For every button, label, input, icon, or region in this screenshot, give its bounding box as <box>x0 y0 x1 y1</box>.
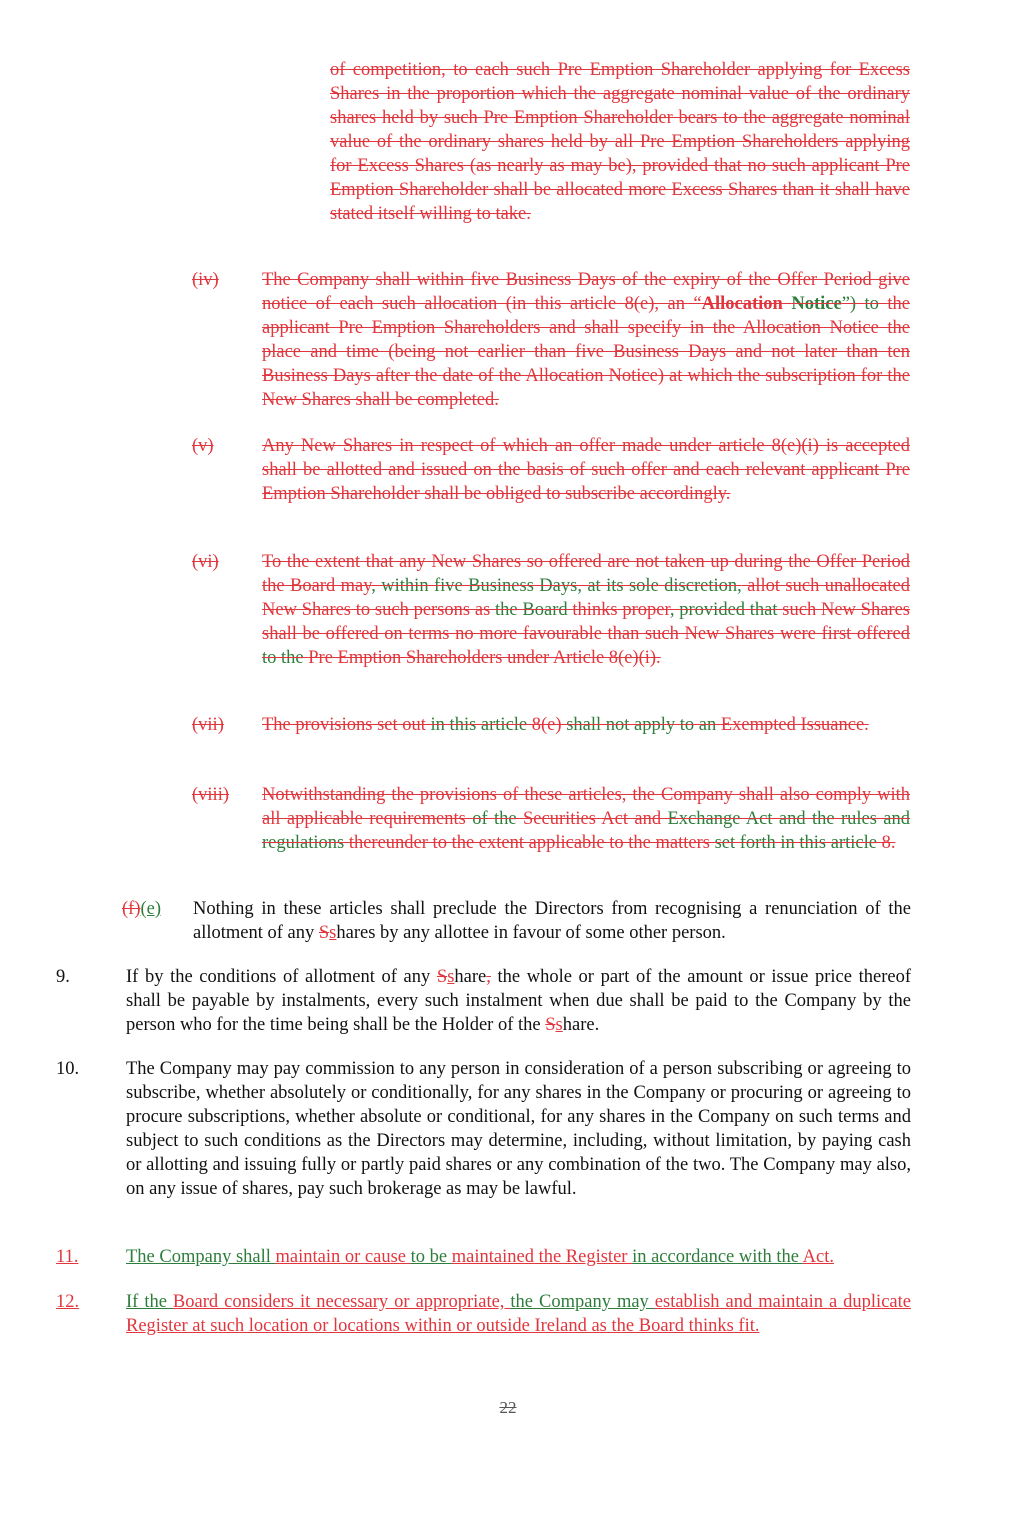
text-run-green: to the <box>262 648 309 668</box>
continuation-paragraph: of competition, to each such Pre Emption Shareholder applying for Excess Shares in the proportion which the aggregate nominal value of the ordinary shares held by such Pre Emption Shareholder bears to the aggregate nominal value of the ordinary shares held by all Pre Emption Shareholders applying for Excess Shares (as nearly as may be), provided that no such applicant Pre Emption Shareholder shall be allocated more Excess Shares than it shall have stated itself willing to take. <box>330 60 910 224</box>
text-run: the applicant Pre Emption Shareholders and shall specify in the Allocation Notice the place and time (being not earlier than five Business Days and not later than ten Business Days after the date of the Allocation Notice) at which the subscription for the New Shares shall be completed. <box>262 294 911 410</box>
inserted-text: s <box>555 1015 563 1035</box>
text-run: If by the conditions of allotment of any <box>126 967 437 987</box>
clause-item-v <box>192 434 910 506</box>
text-run: Notwithstanding the provisions of these articles, the Company shall also comply with all applicable requirements <box>262 785 910 829</box>
inserted-text: maintained the Register <box>451 1247 633 1267</box>
inserted-number: (e) <box>140 899 162 919</box>
deleted-text: S <box>436 967 448 987</box>
clause-text <box>262 783 910 855</box>
deleted-text: S <box>545 1015 556 1035</box>
text-run-green: of the <box>472 809 523 829</box>
text-run-green: shall not apply to an <box>566 715 721 735</box>
paragraph-text <box>126 1290 911 1338</box>
text-run: Securities Act and <box>523 809 668 829</box>
text-run: thereunder to the extent applicable to the matters <box>348 833 715 853</box>
text-run: The Company shall within five Business Days of the expiry of the Offer Period give notice of each such allocation (in this article 8(e), an “ <box>262 270 910 314</box>
text-run-green: ”) <box>841 294 857 314</box>
paragraph-number: 10. <box>56 1059 80 1079</box>
text-run-bold: Allocation <box>701 294 783 314</box>
text-run: hares by any allottee in favour of some other person. <box>336 923 726 943</box>
text-run-green: the Board <box>495 600 573 620</box>
paragraph-text <box>193 897 911 945</box>
paragraph-10 <box>56 1057 911 1201</box>
clause-text: Any New Shares in respect of which an offer made under article 8(e)(i) is accepted shall be allotted and issued on the basis of such offer and each relevant applicant Pre Emption Shareholder shall be obliged to subscribe accordingly. <box>262 436 910 504</box>
text-run-green: to <box>856 294 888 314</box>
inserted-text-green: the Company may <box>510 1292 655 1312</box>
paragraph-number: 12. <box>56 1292 80 1312</box>
inserted-text-green: to be <box>410 1247 452 1267</box>
inserted-text-green: If the <box>126 1292 173 1312</box>
clause-text <box>262 268 910 412</box>
text-run: Pre Emption Shareholders under Article 8(e)(i). <box>308 648 661 668</box>
clause-text <box>262 550 910 670</box>
clause-number: (vi) <box>192 552 219 572</box>
paragraph-11 <box>56 1245 911 1269</box>
deleted-text: , <box>486 967 491 987</box>
text-run: Exempted Issuance. <box>720 715 869 735</box>
paragraph-text: The Company may pay commission to any person in consideration of a person subscribing or agreeing to subscribe, whether absolutely or conditionally, for any shares in the Company or procuring or agreeing to procure subscriptions, whether absolute or conditional, for any shares in the Company on such terms and subject to such conditions as the Directors may determine, including, without limitation, by paying cash or allotting and issuing fully or partly paid shares or any combination of the two. The Company may also, on any issue of shares, pay such brokerage as may be lawful. <box>126 1059 911 1199</box>
inserted-text: s <box>447 967 455 987</box>
deleted-number: (f) <box>122 899 141 919</box>
paragraph-12 <box>56 1290 911 1338</box>
text-run: allot such unallocated New Shares to such persons as <box>262 576 910 620</box>
clause-number: (v) <box>192 436 214 456</box>
text-run-green: , within five Business Days, at its sole discretion, <box>371 576 742 596</box>
paragraph-e <box>122 897 911 945</box>
text-run: thinks proper <box>572 600 670 620</box>
paragraph-number: 11. <box>56 1247 79 1267</box>
text-run: 8(e) <box>531 715 567 735</box>
paragraph-number <box>122 897 161 921</box>
text-run: 8. <box>881 833 896 853</box>
inserted-text: Act. <box>802 1247 834 1267</box>
text-run: such New Shares shall be offered on terms no more favourable than such New Shares were first offered <box>262 600 910 644</box>
paragraph-number: 9. <box>56 967 70 987</box>
text-run: The provisions set out <box>262 715 431 735</box>
clause-number: (viii) <box>192 785 229 805</box>
inserted-text: establish and maintain a duplicate Register at such location or locations within or outside Ireland as the Board thinks fit. <box>126 1292 911 1336</box>
clause-number: (iv) <box>192 270 219 290</box>
text-run-bold-green: Notice <box>791 294 842 314</box>
inserted-text: Board considers it necessary or appropriate, <box>172 1292 511 1312</box>
clause-item-vi <box>192 550 910 670</box>
paragraph-text <box>126 1245 911 1269</box>
text-run-green: , provided that <box>669 600 783 620</box>
text-run: the whole or part of the amount or issue price thereof shall be payable by instalments, every such instalment when due shall be paid to the Company by the person who for the time being shall be the Holder of the <box>126 967 911 1035</box>
text-run-green: in this article <box>430 715 532 735</box>
inserted-text: s <box>329 923 337 943</box>
clause-item-viii <box>192 783 910 855</box>
inserted-text-green: The Company shall <box>126 1247 276 1267</box>
clause-item-iv <box>192 268 910 412</box>
page-number: 22 <box>499 1398 517 1417</box>
text-run-green: set forth in this article <box>714 833 882 853</box>
text-run-green: Exchange Act and the rules and regulations <box>262 809 911 853</box>
clause-number: (vii) <box>192 715 224 735</box>
inserted-text: maintain or cause <box>275 1247 411 1267</box>
deleted-text: S <box>318 923 330 943</box>
paragraph-9 <box>56 965 911 1037</box>
paragraph-text <box>126 965 911 1037</box>
clause-item-vii <box>192 713 910 737</box>
text-run: hare. <box>562 1015 600 1035</box>
text-run: To the extent that any New Shares so offered are not taken up during the Offer Period the Board may <box>262 552 910 596</box>
inserted-text-green: in accordance with the <box>632 1247 803 1267</box>
text-run: Nothing in these articles shall preclude the Directors from recognising a renunciation of the allotment of any <box>193 899 911 943</box>
text-run: hare <box>454 967 487 987</box>
clause-text <box>262 713 910 737</box>
